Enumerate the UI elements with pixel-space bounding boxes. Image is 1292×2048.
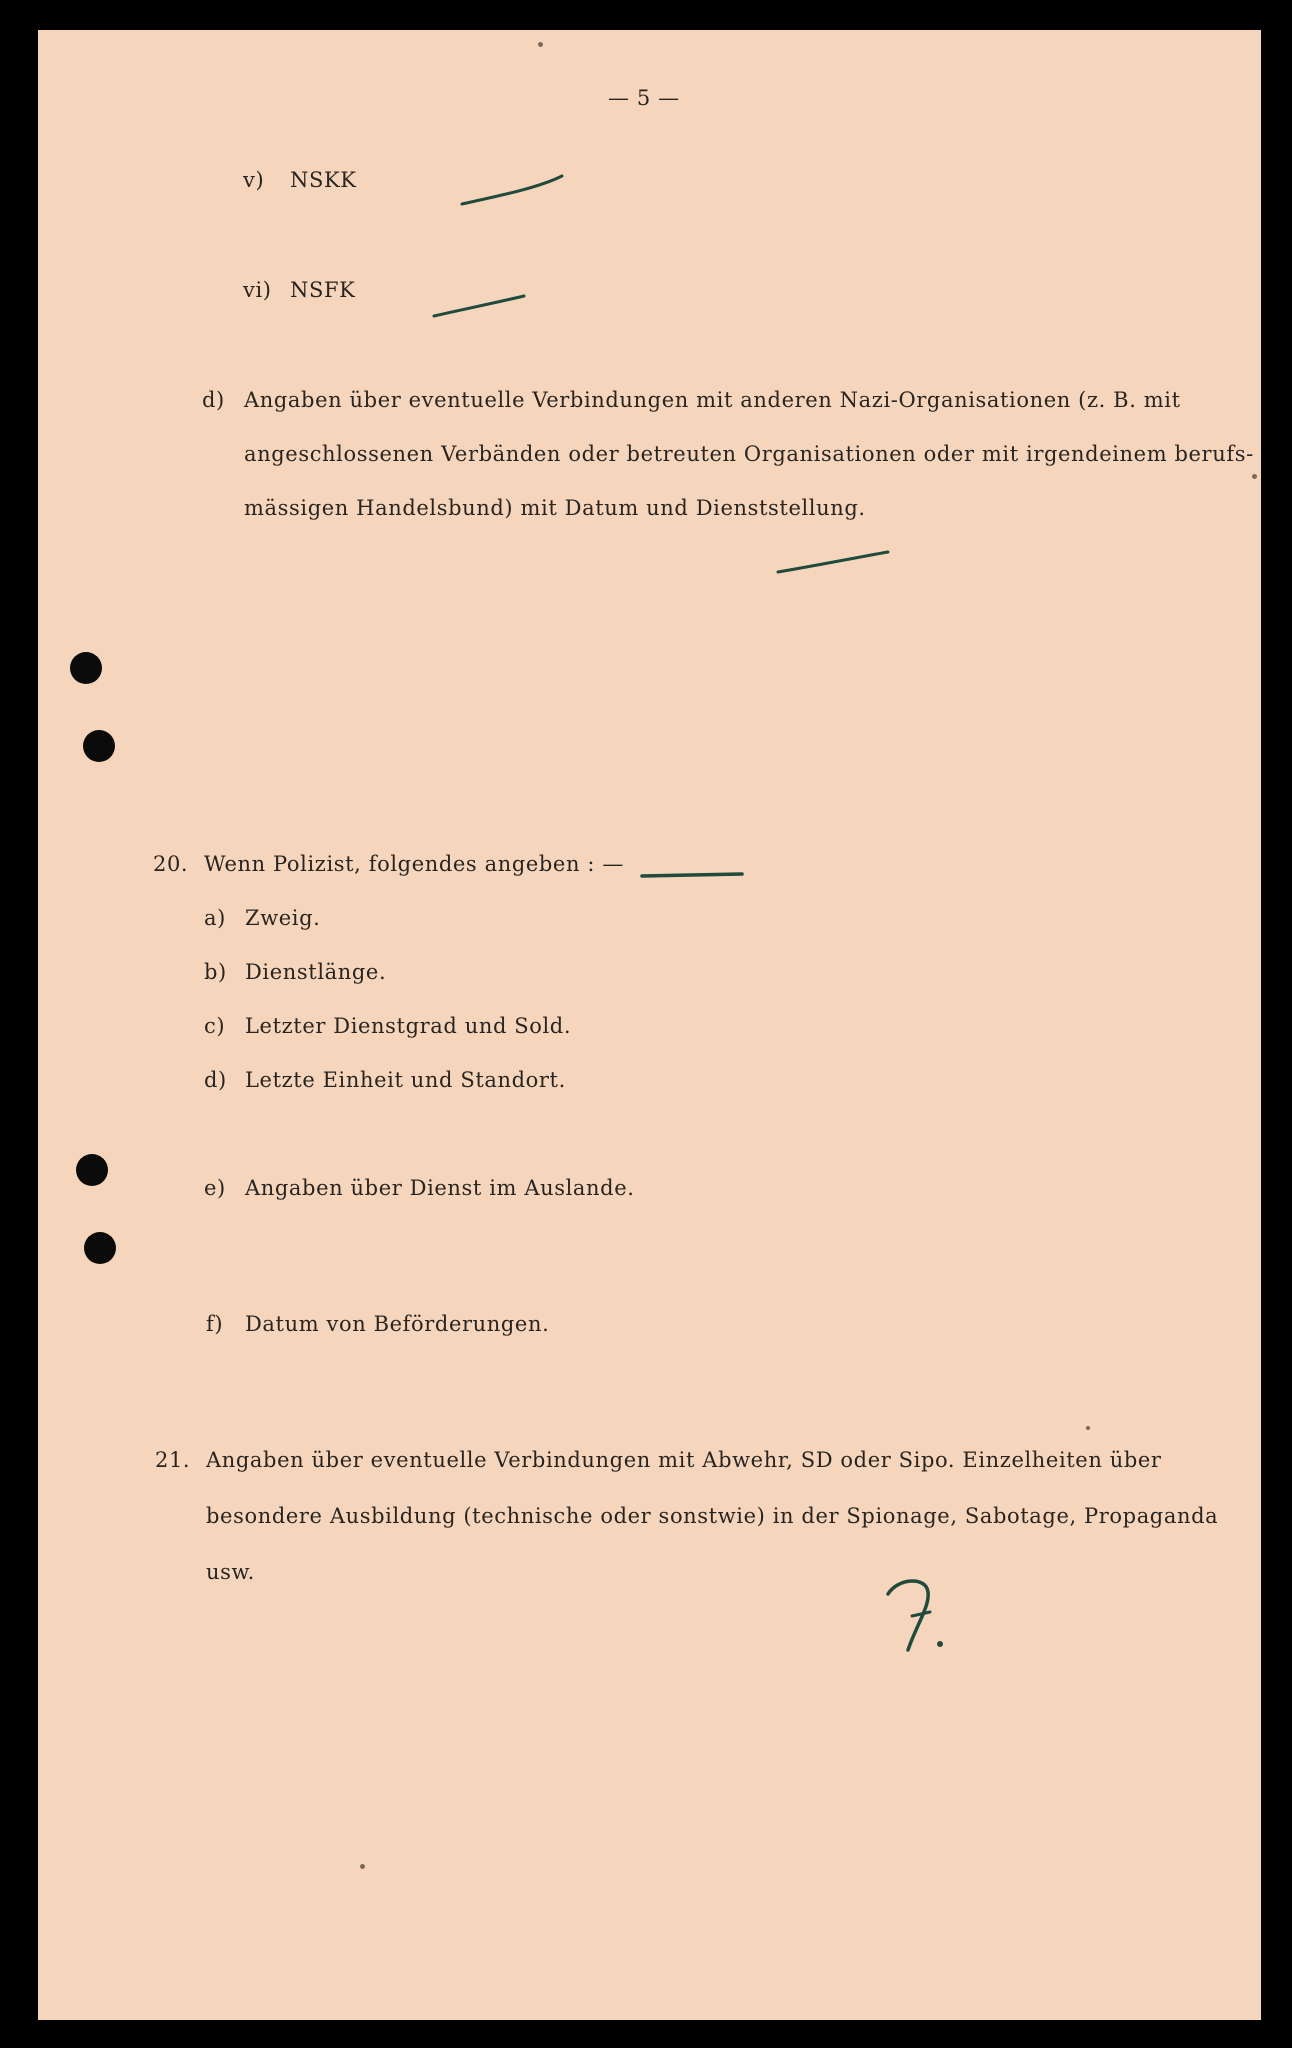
item-v-label: v) xyxy=(243,168,265,192)
page-number: — 5 — xyxy=(608,86,680,110)
handwritten-initial-mark xyxy=(878,1570,968,1660)
q20-item-b-text: Dienstlänge. xyxy=(245,960,387,984)
q20-item-c-text: Letzter Dienstgrad und Sold. xyxy=(245,1014,572,1038)
q20-item-f-text: Datum von Beförderungen. xyxy=(245,1312,550,1336)
punch-hole xyxy=(83,730,115,762)
q20-item-a-text: Zweig. xyxy=(245,906,321,930)
document-page xyxy=(38,30,1261,2020)
question-21-number: 21. xyxy=(155,1448,191,1472)
handwritten-dash-d xyxy=(774,542,894,582)
paper-speck xyxy=(1086,1426,1090,1430)
q20-item-c-label: c) xyxy=(204,1014,226,1038)
q20-item-e-text: Angaben über Dienst im Auslande. xyxy=(245,1176,635,1200)
question-20-text: Wenn Polizist, folgendes angeben : — xyxy=(204,852,624,876)
question-21-line-3: usw. xyxy=(206,1560,255,1584)
handwritten-dash-v xyxy=(458,170,568,210)
q20-item-e-label: e) xyxy=(204,1176,226,1200)
q20-item-d-label: d) xyxy=(204,1068,227,1092)
q20-item-f-label: f) xyxy=(206,1312,224,1336)
handwritten-dash-vi xyxy=(430,284,530,324)
item-d-line-1: Angaben über eventuelle Verbindungen mit anderen Nazi-Organisationen (z. B. mit xyxy=(244,388,1181,412)
item-d-line-3: mässigen Handelsbund) mit Datum und Dienststellung. xyxy=(244,496,866,520)
punch-hole xyxy=(76,1154,108,1186)
handwritten-dash-20 xyxy=(638,866,748,886)
paper-speck xyxy=(538,42,543,47)
paper-speck xyxy=(1252,474,1257,479)
item-vi-label: vi) xyxy=(243,278,272,302)
q20-item-d-text: Letzte Einheit und Standort. xyxy=(245,1068,566,1092)
punch-hole xyxy=(70,652,102,684)
item-d-label: d) xyxy=(202,388,225,412)
item-d-line-2: angeschlossenen Verbänden oder betreuten Organisationen oder mit irgendeinem berufs- xyxy=(244,442,1254,466)
paper-speck xyxy=(360,1864,365,1869)
q20-item-b-label: b) xyxy=(204,960,227,984)
question-20-number: 20. xyxy=(153,852,189,876)
item-v-text: NSKK xyxy=(290,168,357,192)
question-21-line-2: besondere Ausbildung (technische oder sonstwie) in der Spionage, Sabotage, Propaganda xyxy=(206,1504,1219,1528)
item-vi-text: NSFK xyxy=(290,278,356,302)
question-21-line-1: Angaben über eventuelle Verbindungen mit Abwehr, SD oder Sipo. Einzelheiten über xyxy=(206,1448,1162,1472)
punch-hole xyxy=(84,1232,116,1264)
q20-item-a-label: a) xyxy=(204,906,226,930)
